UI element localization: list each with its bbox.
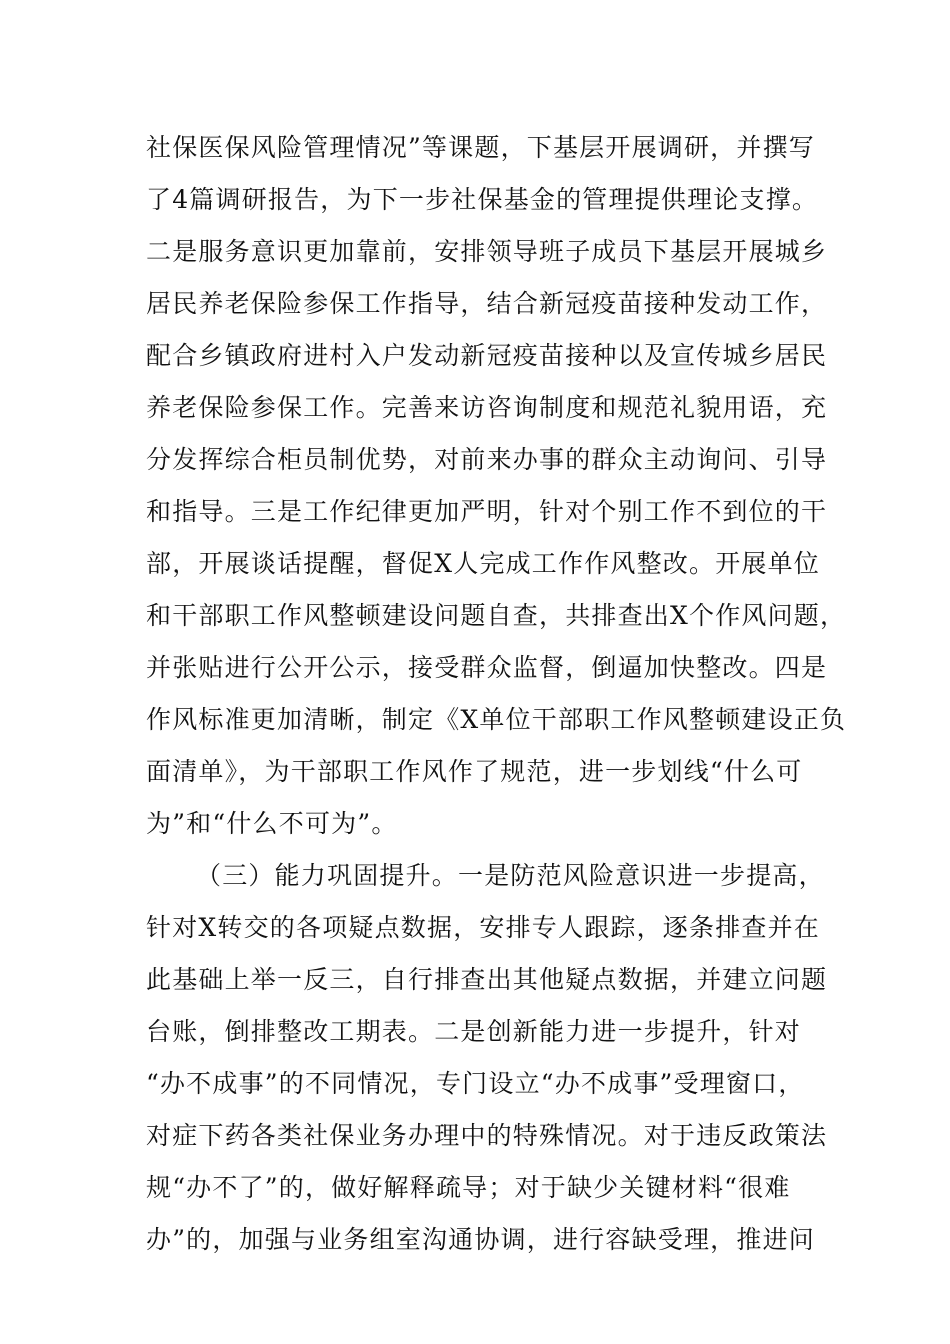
text-line: 办”的，加强与业务组室沟通协调，进行容缺受理，推进问 (146, 1225, 815, 1254)
text-line: 和干部职工作风整顿建设问题自查，共排查出X个作风问题， (146, 601, 847, 630)
text-line: 此基础上举一反三，自行排查出其他疑点数据，并建立问题 (146, 965, 828, 994)
text-line: 面清单》，为干部职工作风作了规范，进一步划线“什么可 (146, 757, 803, 786)
text-line: 居民养老保险参保工作指导，结合新冠疫苗接种发动工作， (146, 289, 828, 318)
text-line: 部，开展谈话提醒，督促X人完成工作作风整改。开展单位 (146, 549, 821, 578)
text-line: 二是服务意识更加靠前，安排领导班子成员下基层开展城乡 (146, 237, 828, 266)
text-line: 了4篇调研报告，为下一步社保基金的管理提供理论支撑。 (146, 185, 819, 214)
text-line: 对症下药各类社保业务办理中的特殊情况。对于违反政策法 (146, 1121, 828, 1150)
text-line: 为”和“什么不可为”。 (146, 809, 398, 838)
text-line: 台账，倒排整改工期表。二是创新能力进一步提升，针对 (146, 1017, 802, 1046)
section-heading-line: （三）能力巩固提升。一是防范风险意识进一步提高， (196, 861, 825, 890)
text-line: 针对X转交的各项疑点数据，安排专人跟踪，逐条排查并在 (146, 913, 821, 942)
text-line: 分发挥综合柜员制优势，对前来办事的群众主动询问、引导 (146, 445, 828, 474)
text-line: 养老保险参保工作。完善来访咨询制度和规范礼貌用语，充 (146, 393, 828, 422)
text-line: 和指导。三是工作纪律更加严明，针对个别工作不到位的干 (146, 497, 828, 526)
text-line: 规“办不了”的，做好解释疏导；对于缺少关键材料“很难 (146, 1173, 791, 1202)
text-line: 社保医保风险管理情况”等课题，下基层开展调研，并撰写 (146, 133, 815, 162)
text-line: 并张贴进行公开公示，接受群众监督，倒逼加快整改。四是 (146, 653, 828, 682)
text-line: 配合乡镇政府进村入户发动新冠疫苗接种以及宣传城乡居民 (146, 341, 828, 370)
text-line: 作风标准更加清晰，制定《X单位干部职工作风整顿建设正负 (146, 705, 847, 734)
text-line: “办不成事”的不同情况，专门设立“办不成事”受理窗口， (146, 1069, 805, 1098)
